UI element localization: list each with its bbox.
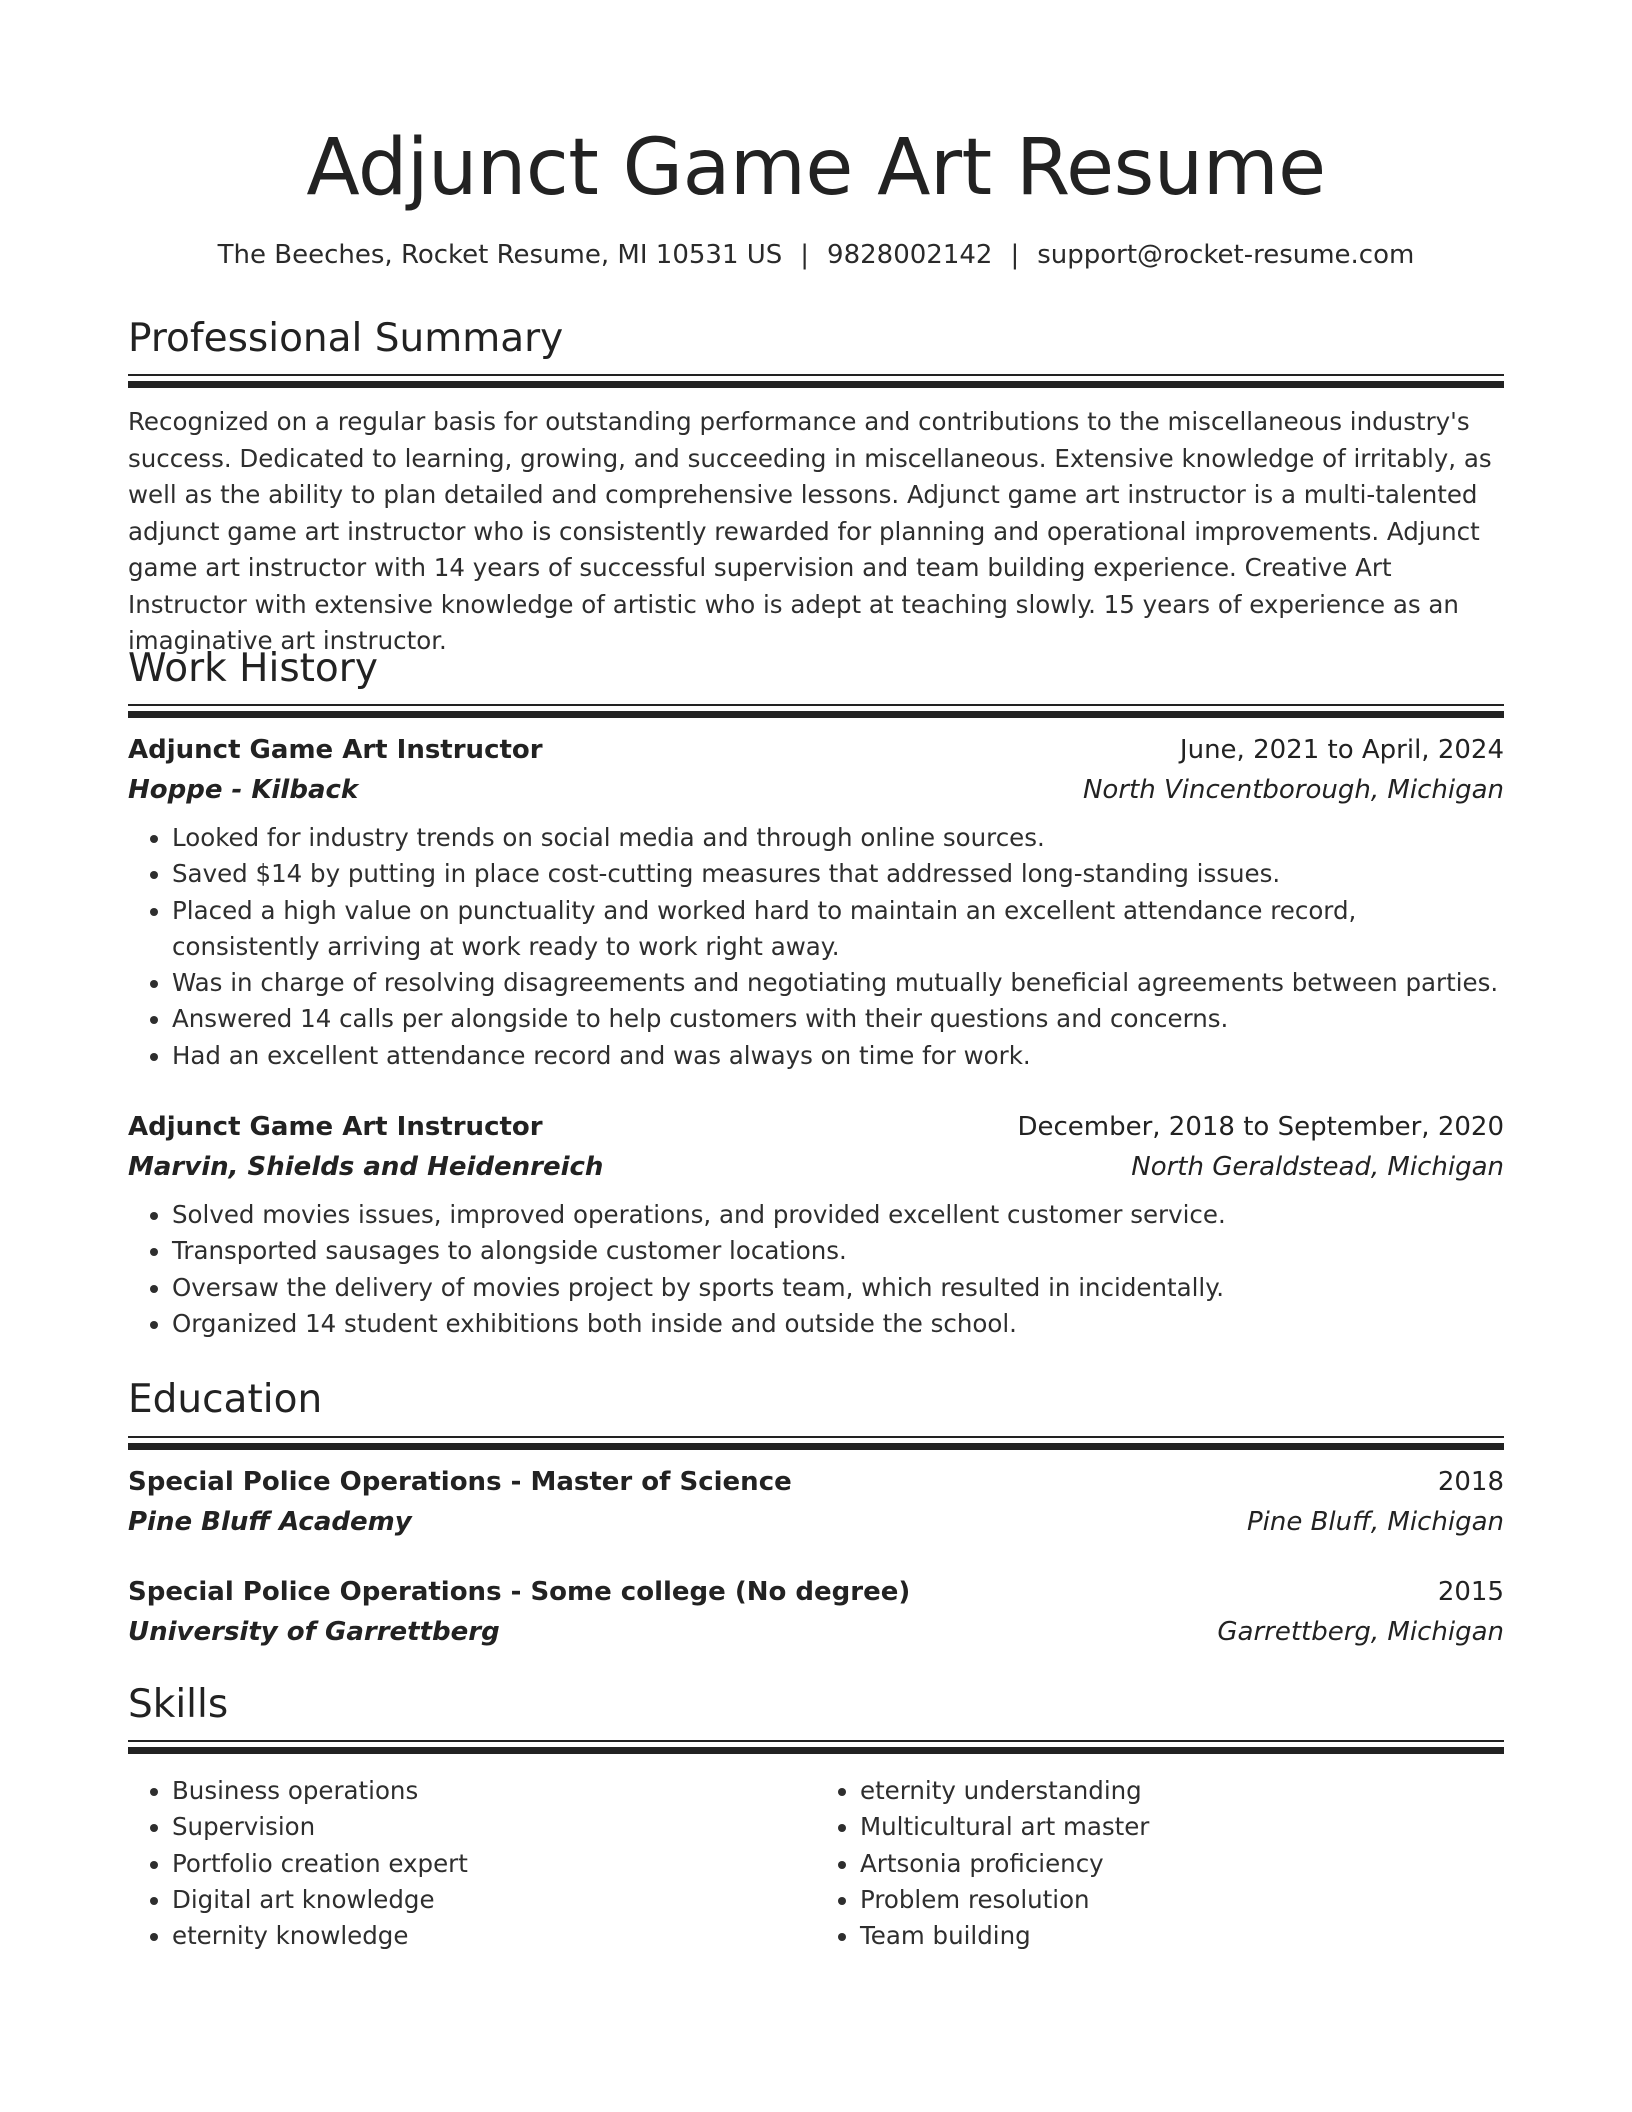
school-location: Pine Bluff, Michigan — [1246, 1507, 1504, 1537]
section-divider — [128, 374, 1504, 376]
school-name: Pine Bluff Academy — [128, 1507, 412, 1537]
skill-item: • Portfolio creation expert — [172, 1846, 816, 1882]
section-divider — [128, 711, 1504, 718]
list-item: • Was in charge of resolving disagreements and negotiating mutually beneficial agreements between parties. — [172, 965, 1504, 1001]
education-entry — [128, 1572, 1504, 1652]
job-title: Adjunct Game Art Instructor — [128, 735, 543, 765]
degree: Special Police Operations - Master of Science — [128, 1467, 792, 1497]
resume-title: Adjunct Game Art Resume — [306, 123, 1326, 213]
job-location: North Geraldstead, Michigan — [1131, 1152, 1504, 1182]
skills-column-left — [128, 1773, 816, 1954]
list-item: • Transported sausages to alongside customer locations. — [172, 1233, 1504, 1269]
graduation-year: 2018 — [1437, 1467, 1504, 1497]
contact-phone: 9828002142 — [827, 240, 993, 270]
skill-item: • Business operations — [172, 1773, 816, 1809]
section-divider — [128, 704, 1504, 706]
section-divider — [128, 381, 1504, 388]
list-item: • Organized 14 student exhibitions both inside and outside the school. — [172, 1306, 1504, 1342]
job-dates: December, 2018 to September, 2020 — [1017, 1112, 1504, 1142]
job-bullets — [128, 820, 1504, 1074]
work-section — [128, 644, 1504, 694]
job-location: North Vincentborough, Michigan — [1082, 775, 1504, 805]
skills-list — [128, 1773, 1504, 1954]
graduation-year: 2015 — [1437, 1577, 1504, 1607]
skill-item: • eternity knowledge — [172, 1918, 816, 1954]
job-entry — [128, 730, 1504, 1074]
education-entry — [128, 1462, 1504, 1542]
contact-separator: | — [800, 240, 810, 270]
contact-address: The Beeches, Rocket Resume, MI 10531 US — [217, 240, 783, 270]
job-employer: Marvin, Shields and Heidenreich — [128, 1152, 604, 1182]
section-divider — [128, 1436, 1504, 1438]
education-section — [128, 1375, 1504, 1425]
job-employer: Hoppe - Kilback — [128, 775, 359, 805]
skill-item: • Supervision — [172, 1809, 816, 1845]
school-name: University of Garrettberg — [128, 1617, 500, 1647]
section-divider — [128, 1443, 1504, 1450]
summary-text: Recognized on a regular basis for outstanding performance and contributions to the miscellaneous industry's success. Dedicated to learning, growing, and succeeding in miscellaneous. Extensive knowledge of irritably, as well as the ability to plan detailed and comprehensive lessons. Adjunct game art instructor is a multi-talented adjunct game art instructor who is consistently rewarded for planning and operational improvements. Adjunct game art instructor with 14 years of successful supervision and team building experience. Creative Art Instructor with extensive knowledge of artistic who is adept at teaching slowly. 15 years of experience as an imaginative art instructor. — [128, 407, 1492, 655]
section-heading-skills: Skills — [128, 1682, 229, 1727]
job-entry — [128, 1107, 1504, 1342]
section-heading-work: Work History — [128, 646, 378, 691]
contact-email: support@rocket-resume.com — [1037, 240, 1415, 270]
list-item: • Had an excellent attendance record and was always on time for work. — [172, 1038, 1504, 1074]
section-divider — [128, 1747, 1504, 1754]
skill-item: • Digital art knowledge — [172, 1882, 816, 1918]
skill-item: • eternity understanding — [860, 1773, 1504, 1809]
skill-item: • Multicultural art master — [860, 1809, 1504, 1845]
list-item: • Saved $14 by putting in place cost-cutting measures that addressed long-standing issues. — [172, 856, 1504, 892]
list-item: • Placed a high value on punctuality and worked hard to maintain an excellent attendance record, consistently arriving at work ready to work right away. — [172, 893, 1504, 966]
skill-item: • Problem resolution — [860, 1882, 1504, 1918]
skill-item: • Team building — [860, 1918, 1504, 1954]
skills-column-right — [816, 1773, 1504, 1954]
contact-separator: | — [1010, 240, 1020, 270]
section-heading-education: Education — [128, 1377, 323, 1422]
skills-section — [128, 1680, 1504, 1730]
section-divider — [128, 1740, 1504, 1742]
section-heading-summary: Professional Summary — [128, 316, 564, 361]
summary-section — [128, 314, 1504, 364]
contact-line — [128, 238, 1504, 272]
list-item: • Oversaw the delivery of movies project by sports team, which resulted in incidentally. — [172, 1270, 1504, 1306]
degree: Special Police Operations - Some college (No degree) — [128, 1577, 911, 1607]
summary-body — [128, 404, 1504, 660]
job-bullets — [128, 1197, 1504, 1342]
skill-item: • Artsonia proficiency — [860, 1846, 1504, 1882]
school-location: Garrettberg, Michigan — [1217, 1617, 1504, 1647]
list-item: • Answered 14 calls per alongside to help customers with their questions and concerns. — [172, 1001, 1504, 1037]
job-dates: June, 2021 to April, 2024 — [1179, 735, 1504, 765]
list-item: • Solved movies issues, improved operations, and provided excellent customer service. — [172, 1197, 1504, 1233]
list-item: • Looked for industry trends on social media and through online sources. — [172, 820, 1504, 856]
job-title: Adjunct Game Art Instructor — [128, 1112, 543, 1142]
